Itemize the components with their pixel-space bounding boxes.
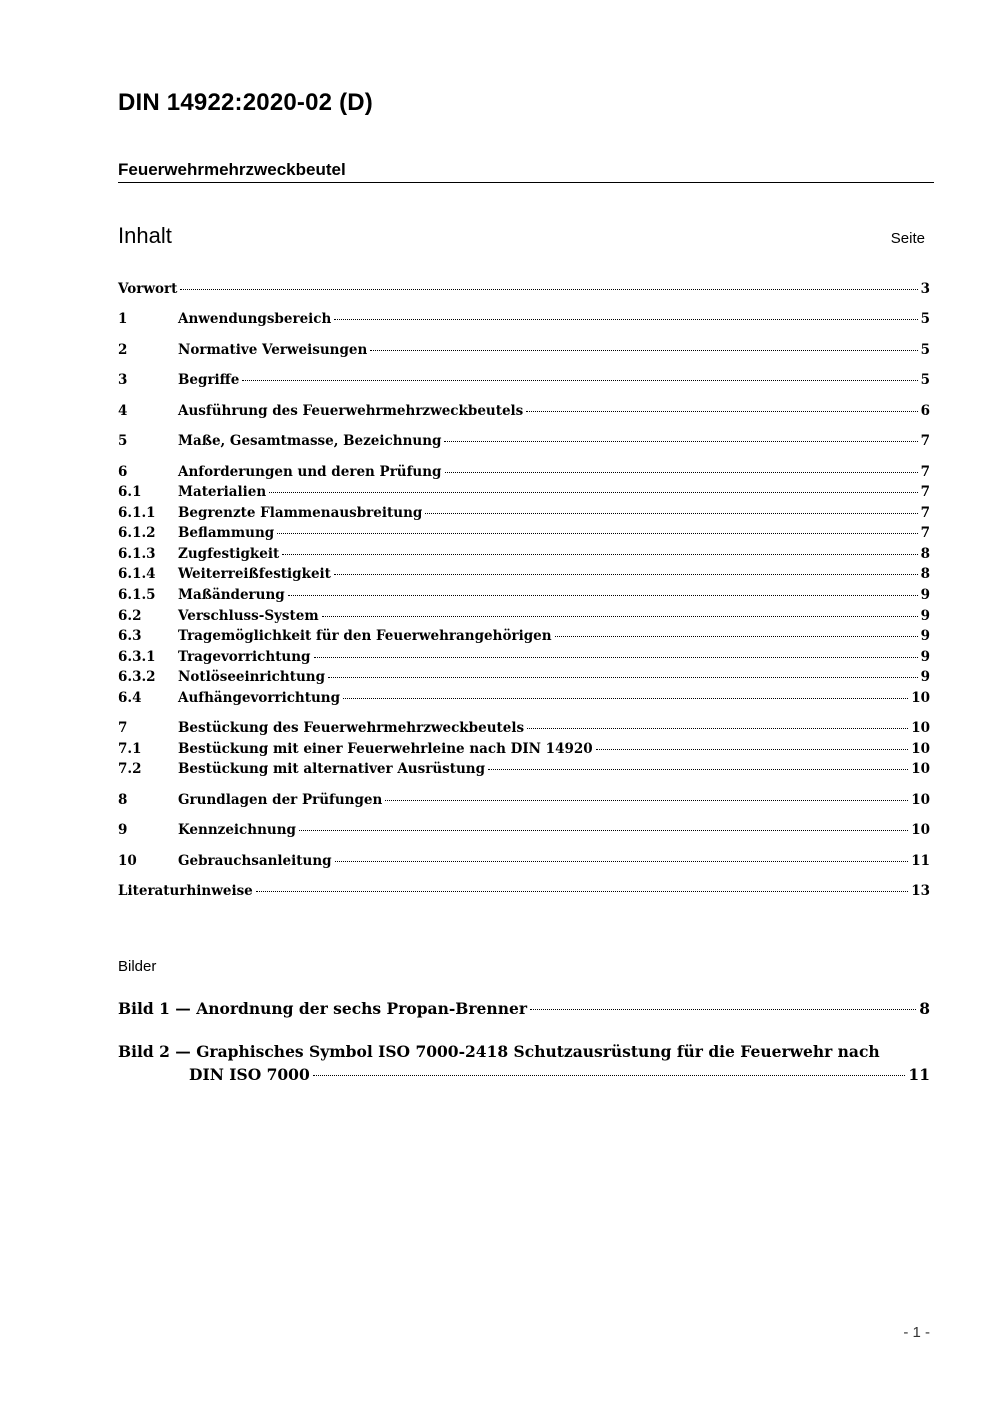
toc-entry-title: Maßänderung — [178, 587, 285, 603]
toc-leader — [313, 1075, 906, 1076]
toc-leader — [335, 861, 909, 862]
toc-entry-number: 6.3 — [118, 628, 142, 644]
toc-entry-page: 11 — [911, 853, 930, 869]
toc-leader — [444, 441, 917, 442]
toc-entry-number: 6.1.1 — [118, 505, 156, 521]
toc-entry-page: 6 — [920, 403, 930, 419]
toc-entry-number: 6 — [118, 464, 128, 480]
toc-entry-title: Aufhängevorrichtung — [178, 690, 341, 706]
toc-leader — [530, 1009, 916, 1010]
toc-entry-title: Literaturhinweise — [118, 883, 253, 899]
toc-entry-number: 4 — [118, 403, 128, 419]
page-number: - 1 - — [903, 1324, 930, 1341]
toc-entry-title: Begriffe — [178, 372, 240, 388]
toc-entry-6-1-2[interactable] — [118, 523, 930, 543]
toc-entry-page: 7 — [920, 525, 930, 541]
toc-leader — [328, 677, 918, 678]
toc-entry-3[interactable] — [118, 370, 930, 390]
toc-entry-page: 10 — [911, 741, 930, 757]
toc-entry-page: 5 — [920, 342, 930, 358]
toc-entry-literaturhinweise[interactable] — [118, 881, 930, 901]
toc-entry-6-2[interactable] — [118, 606, 930, 626]
toc-entry-2[interactable] — [118, 340, 930, 360]
toc-entry-number: 6.3.2 — [118, 669, 156, 685]
toc-entry-page: 10 — [911, 792, 930, 808]
toc-entry-1[interactable] — [118, 309, 930, 329]
toc-entry-page: 3 — [920, 281, 930, 297]
toc-entry-title: Verschluss-System — [178, 608, 319, 624]
toc-entry-page: 9 — [920, 587, 930, 603]
toc-entry-8[interactable] — [118, 790, 930, 810]
toc-entry-6-1-4[interactable] — [118, 564, 930, 584]
toc-entry-4[interactable] — [118, 401, 930, 421]
toc-leader — [269, 492, 917, 493]
toc-entry-6-3[interactable] — [118, 626, 930, 646]
toc-page-label: Seite — [890, 230, 925, 247]
toc-entry-title: Tragevorrichtung — [178, 649, 311, 665]
toc-entry-6-1-5[interactable] — [118, 585, 930, 605]
toc-entry-6[interactable] — [118, 462, 930, 482]
toc-entry-number: 6.1.5 — [118, 587, 156, 603]
toc-entry-number: 8 — [118, 792, 128, 808]
toc-entry-number: 3 — [118, 372, 128, 388]
toc-entry-number: 6.4 — [118, 690, 142, 706]
toc-entry-page: 7 — [920, 505, 930, 521]
toc-entry-6-1-3[interactable] — [118, 544, 930, 564]
toc-entry-5[interactable] — [118, 431, 930, 451]
toc-entry-page: 8 — [920, 566, 930, 582]
toc-leader — [180, 289, 917, 290]
toc-entry-number: 6.2 — [118, 608, 142, 624]
toc-entry-number: 6.1.2 — [118, 525, 156, 541]
figures-heading: Bilder — [118, 958, 157, 975]
toc-entry-title: Zugfestigkeit — [178, 546, 280, 562]
figure-entry-2[interactable] — [118, 1040, 930, 1086]
toc-leader — [282, 554, 917, 555]
toc-entry-title: Vorwort — [118, 281, 178, 297]
toc-entry-title: Anwendungsbereich — [178, 311, 332, 327]
toc-leader — [527, 728, 908, 729]
toc-entry-title: Anforderungen und deren Prüfung — [178, 464, 442, 480]
toc-entry-6-4[interactable] — [118, 688, 930, 708]
toc-entry-title: Normative Verweisungen — [178, 342, 368, 358]
toc-leader — [596, 749, 909, 750]
toc-leader — [334, 574, 918, 575]
toc-leader — [277, 533, 917, 534]
toc-entry-title: Notlöseeinrichtung — [178, 669, 326, 685]
toc-entry-page: 10 — [911, 761, 930, 777]
toc-entry-7-2[interactable] — [118, 759, 930, 779]
toc-entry-10[interactable] — [118, 851, 930, 871]
toc-entry-page: 7 — [920, 433, 930, 449]
toc-leader — [526, 411, 917, 412]
toc-entry-title: Bestückung mit alternativer Ausrüstung — [178, 761, 486, 777]
toc-leader — [242, 380, 917, 381]
toc-entry-number: 6.1.4 — [118, 566, 156, 582]
toc-entry-9[interactable] — [118, 820, 930, 840]
toc-leader — [256, 891, 908, 892]
toc-entry-title: Grundlagen der Prüfungen — [178, 792, 383, 808]
toc-entry-number: 6.1 — [118, 484, 142, 500]
toc-entry-title: Begrenzte Flammenausbreitung — [178, 505, 423, 521]
toc-entry-number: 9 — [118, 822, 128, 838]
toc-entry-number: 7.2 — [118, 761, 142, 777]
figure-entry-1[interactable] — [118, 997, 930, 1020]
toc-leader — [299, 830, 908, 831]
figure-entry-continuation: DIN ISO 7000 — [189, 1065, 310, 1084]
toc-entry-page: 9 — [920, 649, 930, 665]
toc-leader — [314, 657, 918, 658]
toc-leader — [288, 595, 918, 596]
toc-entry-number: 10 — [118, 853, 137, 869]
toc-entry-number: 6.1.3 — [118, 546, 156, 562]
document-id: DIN 14922:2020-02 (D) — [118, 89, 373, 116]
toc-leader — [555, 636, 918, 637]
toc-entry-title: Beflammung — [178, 525, 275, 541]
toc-entry-number: 1 — [118, 311, 128, 327]
toc-entry-page: 7 — [920, 464, 930, 480]
toc-entry-6-3-1[interactable] — [118, 647, 930, 667]
toc-entry-title: Gebrauchsanleitung — [178, 853, 332, 869]
toc-entry-number: 5 — [118, 433, 128, 449]
toc-entry-page: 9 — [920, 669, 930, 685]
toc-leader — [322, 616, 918, 617]
toc-entry-title: Tragemöglichkeit für den Feuerwehrangehörigen — [178, 628, 552, 644]
toc-entry-6-3-2[interactable] — [118, 667, 930, 687]
toc-leader — [334, 319, 917, 320]
figure-entry-title: Bild 2 — Graphisches Symbol ISO 7000-2418 Schutzausrüstung für die Feuerwehr nach — [118, 1042, 880, 1061]
toc-leader — [445, 472, 918, 473]
toc-entry-title: Bestückung des Feuerwehrmehrzweckbeutels — [178, 720, 525, 736]
figure-entry-page: 8 — [919, 999, 930, 1018]
toc-entry-title: Ausführung des Feuerwehrmehrzweckbeutels — [178, 403, 524, 419]
toc-entry-6-1-1[interactable] — [118, 503, 930, 523]
toc-entry-title: Bestückung mit einer Feuerwehrleine nach DIN 14920 — [178, 741, 593, 757]
toc-entry-page: 13 — [911, 883, 930, 899]
toc-entry-page: 10 — [911, 690, 930, 706]
toc-entry-page: 5 — [920, 372, 930, 388]
toc-leader — [385, 800, 908, 801]
toc-entry-page: 10 — [911, 720, 930, 736]
toc-entry-number: 6.3.1 — [118, 649, 156, 665]
toc-entry-page: 8 — [920, 546, 930, 562]
toc-entry-vorwort[interactable] — [118, 279, 930, 299]
toc-entry-title: Materialien — [178, 484, 267, 500]
toc-entry-page: 5 — [920, 311, 930, 327]
toc-entry-number: 7 — [118, 720, 128, 736]
toc-entry-7-1[interactable] — [118, 739, 930, 759]
toc-heading: Inhalt — [118, 223, 172, 248]
toc-leader — [343, 698, 908, 699]
toc-entry-page: 9 — [920, 628, 930, 644]
figure-entry-page: 11 — [908, 1065, 930, 1084]
toc-entry-page: 9 — [920, 608, 930, 624]
toc-entry-6-1[interactable] — [118, 482, 930, 502]
toc-entry-title: Maße, Gesamtmasse, Bezeichnung — [178, 433, 442, 449]
toc-entry-page: 7 — [920, 484, 930, 500]
toc-entry-title: Kennzeichnung — [178, 822, 296, 838]
toc-entry-title: Weiterreißfestigkeit — [178, 566, 331, 582]
toc-leader — [370, 350, 917, 351]
toc-leader — [488, 769, 908, 770]
figure-entry-title: Bild 1 — Anordnung der sechs Propan-Brenner — [118, 999, 527, 1018]
toc-entry-number: 7.1 — [118, 741, 142, 757]
toc-entry-page: 10 — [911, 822, 930, 838]
document-title: Feuerwehrmehrzweckbeutel — [118, 160, 934, 183]
toc-leader — [425, 513, 917, 514]
toc-entry-7[interactable] — [118, 718, 930, 738]
toc-entry-number: 2 — [118, 342, 128, 358]
